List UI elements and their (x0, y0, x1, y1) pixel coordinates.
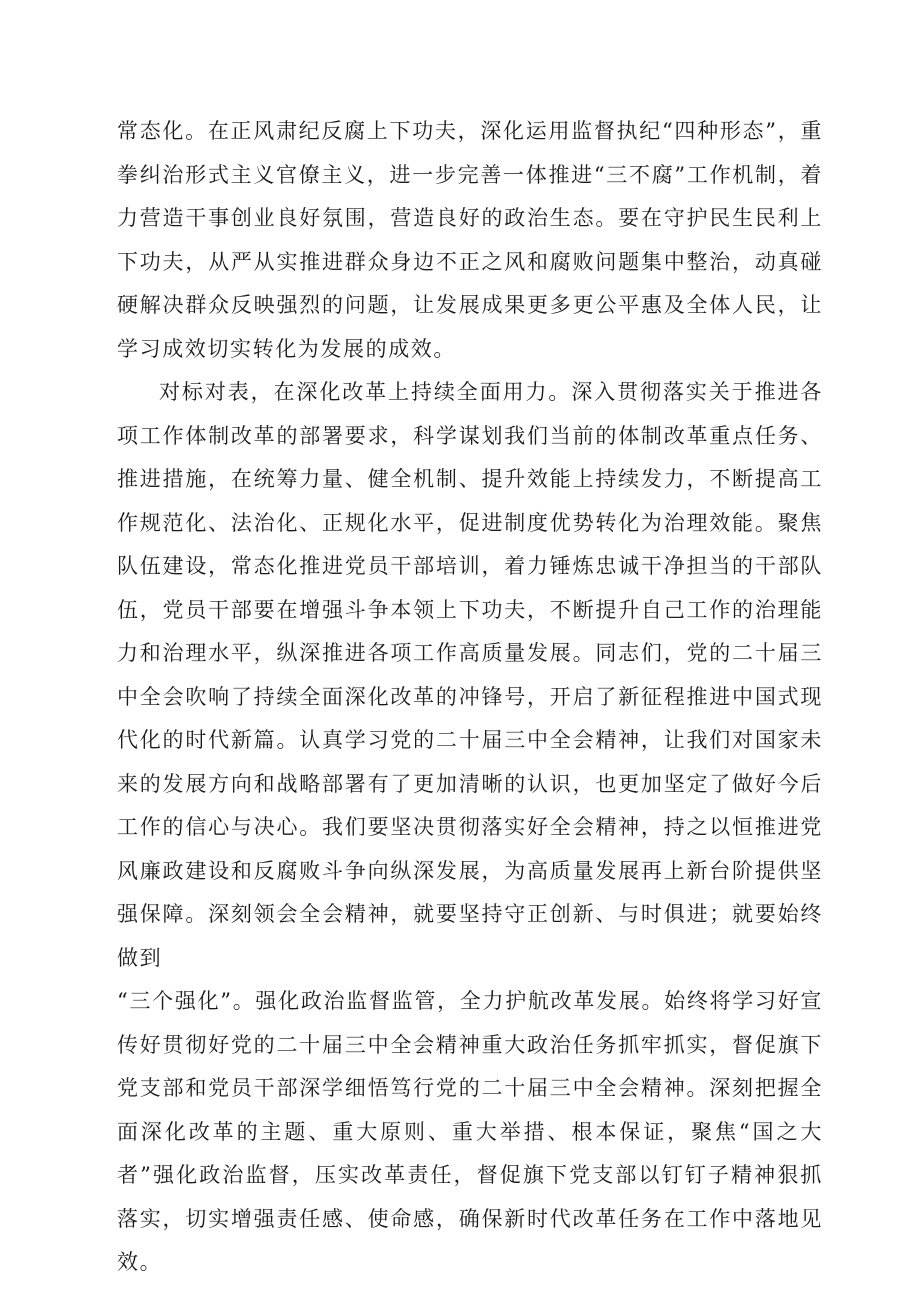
paragraph-2: 对标对表，在深化改革上持续全面用力。深入贯彻落实关于推进各项工作体制改革的部署要求，科学谋划我们当前的体制改革重点任务、推进措施，在统筹力量、健全机制、提升效能上持续发力，不断提高工作规范化、法治化、正规化水平，促进制度优势转化为治理效能。聚焦队伍建设，常态化推进党员干部培训，着力锤炼忠诚干净担当的干部队伍，党员干部要在增强斗争本领上下功夫，不断提升自己工作的治理能力和治理水平，纵深推进各项工作高质量发展。同志们，党的二十届三中全会吹响了持续全面深化改革的冲锋号，开启了新征程推进中国式现代化的时代新篇。认真学习党的二十届三中全会精神，让我们对国家未来的发展方向和战略部署有了更加清晰的认识，也更加坚定了做好今后工作的信心与决心。我们要坚决贯彻落实好全会精神，持之以恒推进党风廉政建设和反腐败斗争向纵深发展，为高质量发展再上新台阶提供坚强保障。深刻领会全会精神，就要坚持守正创新、与时俱进；就要始终做到 (117, 380, 823, 970)
paragraph-3: “三个强化”。强化政治监督监管，全力护航改革发展。始终将学习好宣传好贯彻好党的二十届三中全会精神重大政治任务抓牢抓实，督促旗下党支部和党员干部深学细悟笃行党的二十届三中全会精神。深刻把握全面深化改革的主题、重大原则、重大举措、根本保证，聚焦“国之大者”强化政治监督，压实改革责任，督促旗下党支部以钉钉子精神狠抓落实，切实增强责任感、使命感，确保新时代改革任务在工作中落地见效。 (117, 989, 823, 1274)
paragraph-1: 常态化。在正风肃纪反腐上下功夫，深化运用监督执纪“四种形态”，重拳纠治形式主义官僚主义，进一步完善一体推进“三不腐”工作机制，着力营造干事创业良好氛围，营造良好的政治生态。要在守护民生民利上下功夫，从严从实推进群众身边不正之风和腐败问题集中整治，动真碰硬解决群众反映强烈的问题，让发展成果更多更公平惠及全体人民，让学习成效切实转化为发展的成效。 (117, 119, 823, 361)
document-body (117, 110, 823, 1285)
